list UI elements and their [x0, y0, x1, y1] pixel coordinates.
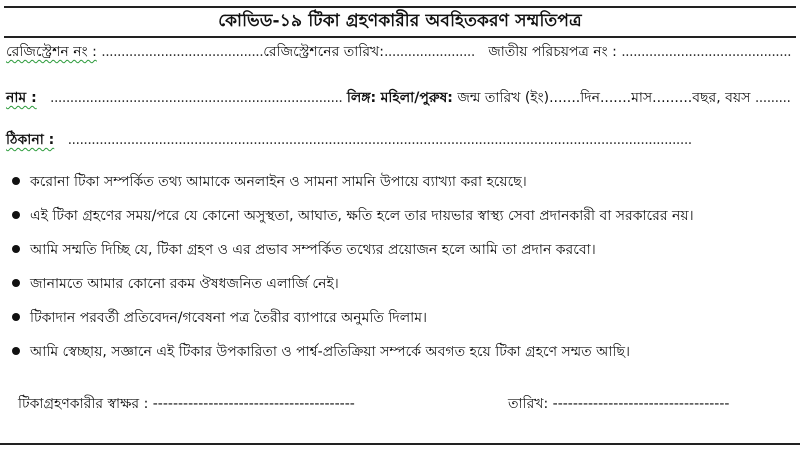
reg-date-label: রেজিস্ট্রেশনের তারিখ: [263, 44, 384, 60]
gender-options[interactable]: মহিলা/পুরুষ: [380, 90, 453, 106]
statement-item [0, 204, 800, 238]
reg-no-field[interactable]: ......................................... [101, 44, 264, 60]
address-label: ঠিকানা : [6, 132, 55, 148]
reg-no-label: রেজিস্ট্রেশন নং : [6, 44, 97, 60]
personal-info-row [6, 88, 790, 108]
date-field[interactable]: ----------------------------------- [552, 396, 730, 412]
statement-item [0, 170, 800, 204]
statement-text: করোনা টিকা সম্পর্কিত তথ্য আমাকে অনলাইন ও সামনা সামনি উপায়ে ব্যাখ্যা করা হয়েছে। [30, 174, 527, 190]
signature-field[interactable]: ---------------------------------------- [152, 396, 355, 412]
nid-label: জাতীয় পরিচয়পত্র নং : [488, 44, 617, 60]
consent-statements [0, 170, 800, 374]
statement-text: জানামতে আমার কোনো রকম ঔষধজনিত এলার্জি নেই। [30, 276, 339, 292]
address-field[interactable]: .............................................................................................................................................................. [67, 132, 692, 148]
address-row [6, 130, 692, 150]
bullet-icon [12, 211, 20, 219]
bullet-icon [12, 313, 20, 321]
name-label: নাম : [6, 90, 37, 106]
statement-text: এই টিকা গ্রহণের সময়/পরে যে কোনো অসুস্থতা, আঘাত, ক্ষতি হলে তার দায়ভার স্বাস্থ্য সেবা প্রদানকারী বা সরকারের নয়। [30, 208, 694, 224]
dob-field[interactable]: জন্ম তারিখ (ইং).......দিন.......মাস.........বছর, বয়স [457, 90, 751, 106]
gender-label: লিঙ্গ: [346, 90, 377, 106]
bullet-icon [12, 245, 20, 253]
reg-date-field[interactable]: ....................... [383, 44, 475, 60]
bullet-icon [12, 177, 20, 185]
statement-text: টিকাদান পরবর্তী প্রতিবেদন/গবেষনা পত্র তৈরীর ব্যাপারে অনুমতি দিলাম। [30, 310, 428, 326]
nid-field[interactable]: ........................................... [621, 44, 792, 60]
age-field[interactable]: ......... [754, 90, 791, 106]
signature-label: টিকাগ্রহণকারীর স্বাক্ষর : [18, 396, 149, 412]
name-field[interactable]: .......................................................................... [50, 90, 343, 106]
form-title: কোভিড-১৯ টিকা গ্রহণকারীর অবহিতকরণ সম্মতিপত্র [218, 11, 582, 31]
statement-text: আমি স্বেচ্ছায়, সজ্ঞানে এই টিকার উপকারিতা ও পার্শ্ব-প্রতিক্রিয়া সম্পর্কে অবগত হয়ে টিকা গ্রহণে সম্মত আছি। [30, 344, 630, 360]
statement-item [0, 272, 800, 306]
statement-item [0, 340, 800, 374]
bullet-icon [12, 279, 20, 287]
signature-block [18, 392, 355, 416]
date-label: তারিখ: [508, 396, 549, 412]
statement-item [0, 238, 800, 272]
registration-row [6, 42, 791, 62]
bullet-icon [12, 347, 20, 355]
bottom-border [0, 443, 800, 445]
date-block [508, 392, 729, 416]
form-title-bar [4, 6, 796, 38]
statement-item [0, 306, 800, 340]
statement-text: আমি সম্মতি দিচ্ছি যে, টিকা গ্রহণ ও এর প্রভাব সম্পর্কিত তথ্যের প্রয়োজন হলে আমি তা প্রদান করবো। [30, 242, 596, 258]
